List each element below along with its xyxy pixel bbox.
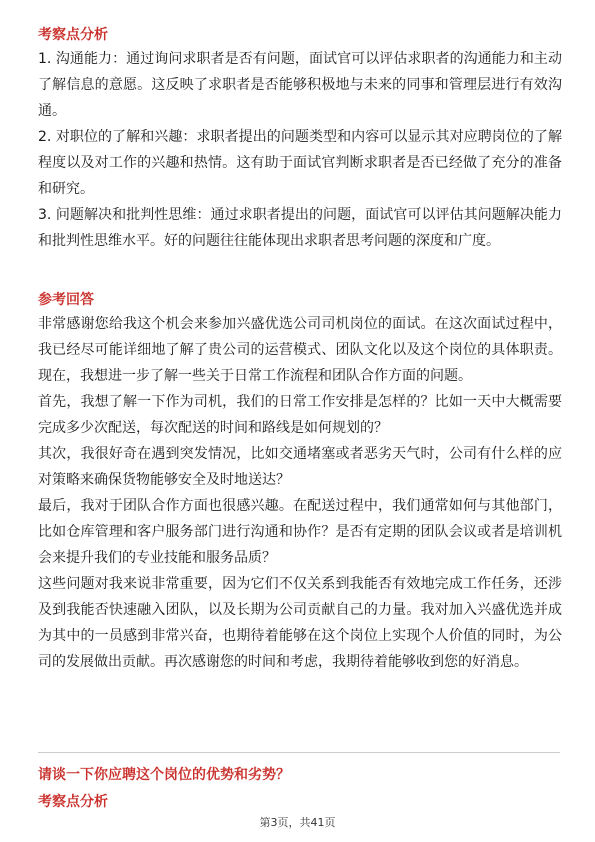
section-title-analysis: 考察点分析 [38, 27, 108, 43]
section-divider [38, 752, 560, 753]
section-title-analysis-next: 考察点分析 [38, 794, 108, 810]
analysis-item-1: 1. 沟通能力：通过询问求职者是否有问题，面试官可以评估求职者的沟通能力和主动了解信息的意愿。这反映了求职者是否能够积极地与未来的同事和管理层进行有效沟通。 [38, 51, 562, 119]
answer-paragraph-4: 最后，我对于团队合作方面也很感兴趣。在配送过程中，我们通常如何与其他部门，比如仓库管理和客户服务部门进行沟通和协作？是否有定期的团队会议或者是培训机会来提升我们的专业技能和服务品质？ [38, 498, 562, 566]
interview-question: 请谈一下你应聘这个岗位的优势和劣势？ [38, 767, 290, 783]
answer-paragraph-2: 首先，我想了解一下作为司机，我们的日常工作安排是怎样的？比如一天中大概需要完成多少次配送，每次配送的时间和路线是如何规划的？ [38, 394, 562, 436]
answer-paragraph-1: 非常感谢您给我这个机会来参加兴盛优选公司司机岗位的面试。在这次面试过程中，我已经尽可能详细地了解了贵公司的运营模式、团队文化以及这个岗位的具体职责。现在，我想进一步了解一些关于日常工作流程和团队合作方面的问题。 [38, 316, 562, 384]
analysis-item-2: 2. 对职位的了解和兴趣：求职者提出的问题类型和内容可以显示其对应聘岗位的了解程度以及对工作的兴趣和热情。这有助于面试官判断求职者是否已经做了充分的准备和研究。 [38, 129, 562, 197]
section-title-reference-answer: 参考回答 [38, 292, 94, 308]
answer-paragraph-3: 其次，我很好奇在遇到突发情况，比如交通堵塞或者恶劣天气时，公司有什么样的应对策略来确保货物能够安全及时地送达？ [38, 446, 562, 488]
analysis-list [38, 46, 562, 254]
analysis-item-3: 3. 问题解决和批判性思维：通过求职者提出的问题，面试官可以评估其问题解决能力和批判性思维水平。好的问题往往能体现出求职者思考问题的深度和广度。 [38, 207, 562, 249]
reference-answer [38, 311, 562, 675]
answer-paragraph-5: 这些问题对我来说非常重要，因为它们不仅关系到我能否有效地完成工作任务，还涉及到我能否快速融入团队，以及长期为公司贡献自己的力量。我对加入兴盛优选并成为其中的一员感到非常兴奋，也期待着能够在这个岗位上实现个人价值的同时，为公司的发展做出贡献。再次感谢您的时间和考虑，我期待着能够收到您的好消息。 [38, 576, 562, 670]
page-number-footer: 第3页，共41页 [259, 816, 336, 829]
